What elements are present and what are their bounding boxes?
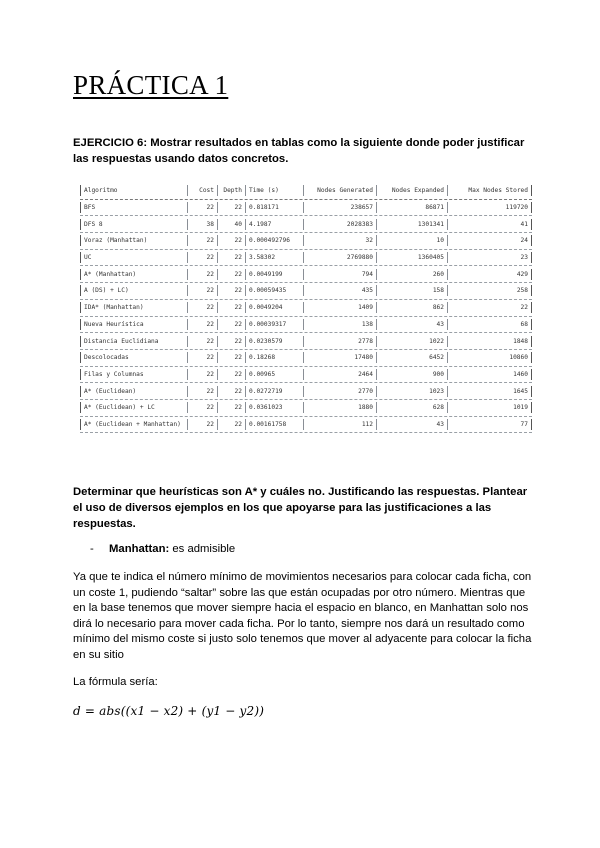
cell-time: 0.0272719 [245, 386, 303, 397]
cell-max-nodes-stored: 22 [447, 302, 532, 313]
cell-depth: 22 [217, 352, 245, 363]
cell-time: 0.0230579 [245, 336, 303, 347]
bullet-item [90, 543, 235, 555]
cell-cost: 22 [187, 285, 217, 296]
header-algoritmo: Algoritmo [80, 185, 187, 196]
cell-cost: 22 [187, 352, 217, 363]
cell-depth: 22 [217, 336, 245, 347]
table-row [80, 400, 532, 417]
bullet-dash: - [90, 543, 94, 555]
bullet-label: Manhattan: [109, 543, 170, 555]
cell-time: 0.18268 [245, 352, 303, 363]
cell-cost: 22 [187, 386, 217, 397]
cell-algoritmo: A* (Euclidean) [80, 386, 187, 397]
cell-time: 0.0049199 [245, 269, 303, 280]
cell-algoritmo: A* (Euclidean) + LC [80, 402, 187, 413]
cell-algoritmo: Nueva Heurística [80, 319, 187, 330]
cell-nodes-generated: 794 [303, 269, 376, 280]
cell-max-nodes-stored: 23 [447, 252, 532, 263]
cell-cost: 22 [187, 336, 217, 347]
cell-depth: 22 [217, 285, 245, 296]
cell-nodes-expanded: 862 [376, 302, 447, 313]
cell-max-nodes-stored: 68 [447, 319, 532, 330]
table-row [80, 200, 532, 217]
table-row [80, 216, 532, 233]
cell-depth: 22 [217, 202, 245, 213]
cell-time: 0.000492796 [245, 235, 303, 246]
table-row [80, 317, 532, 334]
header-nodes-generated: Nodes Generated [303, 185, 376, 196]
table-row [80, 250, 532, 267]
table-row [80, 367, 532, 384]
table-row [80, 266, 532, 283]
cell-max-nodes-stored: 258 [447, 285, 532, 296]
cell-nodes-generated: 1880 [303, 402, 376, 413]
cell-nodes-expanded: 1022 [376, 336, 447, 347]
cell-nodes-expanded: 628 [376, 402, 447, 413]
cell-algoritmo: A (DS) + LC) [80, 285, 187, 296]
cell-time: 0.0361023 [245, 402, 303, 413]
cell-nodes-expanded: 6452 [376, 352, 447, 363]
cell-cost: 22 [187, 319, 217, 330]
cell-algoritmo: UC [80, 252, 187, 263]
cell-algoritmo: BFS [80, 202, 187, 213]
cell-depth: 22 [217, 402, 245, 413]
cell-cost: 22 [187, 202, 217, 213]
cell-nodes-expanded: 43 [376, 419, 447, 430]
cell-nodes-expanded: 86871 [376, 202, 447, 213]
cell-nodes-expanded: 900 [376, 369, 447, 380]
cell-depth: 22 [217, 369, 245, 380]
cell-nodes-expanded: 10 [376, 235, 447, 246]
header-cost: Cost [187, 185, 217, 196]
table-row [80, 333, 532, 350]
cell-algoritmo: Distancia Euclidiana [80, 336, 187, 347]
header-nodes-expanded: Nodes Expanded [376, 185, 447, 196]
cell-time: 0.00161758 [245, 419, 303, 430]
cell-nodes-generated: 32 [303, 235, 376, 246]
cell-nodes-generated: 2770 [303, 386, 376, 397]
cell-algoritmo: Descolocadas [80, 352, 187, 363]
page-title: PRÁCTICA 1 [73, 70, 229, 100]
cell-algoritmo: DFS 8 [80, 219, 187, 230]
cell-algoritmo: A* (Manhattan) [80, 269, 187, 280]
header-time: Time (s) [245, 185, 303, 196]
cell-nodes-expanded: 1023 [376, 386, 447, 397]
cell-algoritmo: Filas y Columnas [80, 369, 187, 380]
cell-time: 3.58302 [245, 252, 303, 263]
cell-algoritmo: Voraz (Manhattan) [80, 235, 187, 246]
cell-depth: 22 [217, 302, 245, 313]
cell-nodes-expanded: 158 [376, 285, 447, 296]
cell-cost: 22 [187, 235, 217, 246]
cell-max-nodes-stored: 1460 [447, 369, 532, 380]
table-row [80, 350, 532, 367]
cell-max-nodes-stored: 1645 [447, 386, 532, 397]
bullet-text: es admisible [169, 543, 236, 555]
table-header-row [80, 183, 532, 200]
table-row [80, 300, 532, 317]
cell-max-nodes-stored: 77 [447, 419, 532, 430]
cell-cost: 22 [187, 302, 217, 313]
cell-cost: 22 [187, 252, 217, 263]
table-row [80, 383, 532, 400]
header-max-nodes-stored: Max Nodes Stored [447, 185, 532, 196]
cell-time: 0.00965 [245, 369, 303, 380]
header-depth: Depth [217, 185, 245, 196]
cell-cost: 38 [187, 219, 217, 230]
cell-depth: 22 [217, 419, 245, 430]
cell-max-nodes-stored: 1019 [447, 402, 532, 413]
cell-time: 0.00039317 [245, 319, 303, 330]
body-paragraph: Ya que te indica el número mínimo de movimientos necesarios para colocar cada ficha, con un coste 1, pudiendo “saltar” sobre las que están ocupadas por otro número. Mientras que en la base tenemos que mover siempre hacia el espacio en blanco, en Manhattan solo nos dirá lo necesario para mover cada ficha. Por lo tanto, siempre nos dará un resultado como mínimo del mismo coste si justo solo tenemos que mover al adyacente para colocar la ficha en su sitio [73, 571, 532, 661]
cell-depth: 22 [217, 269, 245, 280]
cell-algoritmo: A* (Euclidean + Manhattan) [80, 419, 187, 430]
cell-nodes-generated: 238657 [303, 202, 376, 213]
cell-cost: 22 [187, 369, 217, 380]
cell-nodes-generated: 138 [303, 319, 376, 330]
cell-nodes-expanded: 43 [376, 319, 447, 330]
table-row [80, 417, 532, 434]
cell-depth: 40 [217, 219, 245, 230]
formula: d = abs((x1 − x2) + (y1 − y2)) [73, 704, 265, 718]
cell-nodes-generated: 2778 [303, 336, 376, 347]
cell-cost: 22 [187, 402, 217, 413]
table-row [80, 233, 532, 250]
cell-cost: 22 [187, 269, 217, 280]
cell-algoritmo: IDA* (Manhattan) [80, 302, 187, 313]
cell-depth: 22 [217, 235, 245, 246]
cell-nodes-expanded: 1360405 [376, 252, 447, 263]
results-table [80, 183, 532, 433]
cell-max-nodes-stored: 24 [447, 235, 532, 246]
cell-time: 0.818171 [245, 202, 303, 213]
heuristics-question: Determinar que heurísticas son A* y cuáles no. Justificando las respuestas. Plantear el uso de diversos ejemplos en los que apoyarse para las justificaciones a las respuestas. [73, 486, 528, 530]
table-row [80, 283, 532, 300]
cell-nodes-generated: 2464 [303, 369, 376, 380]
cell-nodes-generated: 17480 [303, 352, 376, 363]
cell-nodes-generated: 112 [303, 419, 376, 430]
exercise-statement: EJERCICIO 6: Mostrar resultados en tablas como la siguiente donde poder justificar las respuestas usando datos concretos. [73, 137, 525, 165]
cell-max-nodes-stored: 119720 [447, 202, 532, 213]
cell-nodes-expanded: 1301341 [376, 219, 447, 230]
cell-depth: 22 [217, 319, 245, 330]
cell-time: 0.0049204 [245, 302, 303, 313]
cell-time: 4.1987 [245, 219, 303, 230]
cell-nodes-generated: 2769880 [303, 252, 376, 263]
cell-nodes-generated: 1409 [303, 302, 376, 313]
cell-cost: 22 [187, 419, 217, 430]
cell-depth: 22 [217, 386, 245, 397]
cell-depth: 22 [217, 252, 245, 263]
cell-max-nodes-stored: 41 [447, 219, 532, 230]
cell-nodes-generated: 2028383 [303, 219, 376, 230]
formula-label: La fórmula sería: [73, 676, 158, 688]
cell-nodes-expanded: 260 [376, 269, 447, 280]
cell-max-nodes-stored: 429 [447, 269, 532, 280]
cell-max-nodes-stored: 10860 [447, 352, 532, 363]
cell-max-nodes-stored: 1848 [447, 336, 532, 347]
cell-nodes-generated: 435 [303, 285, 376, 296]
cell-time: 0.00059435 [245, 285, 303, 296]
